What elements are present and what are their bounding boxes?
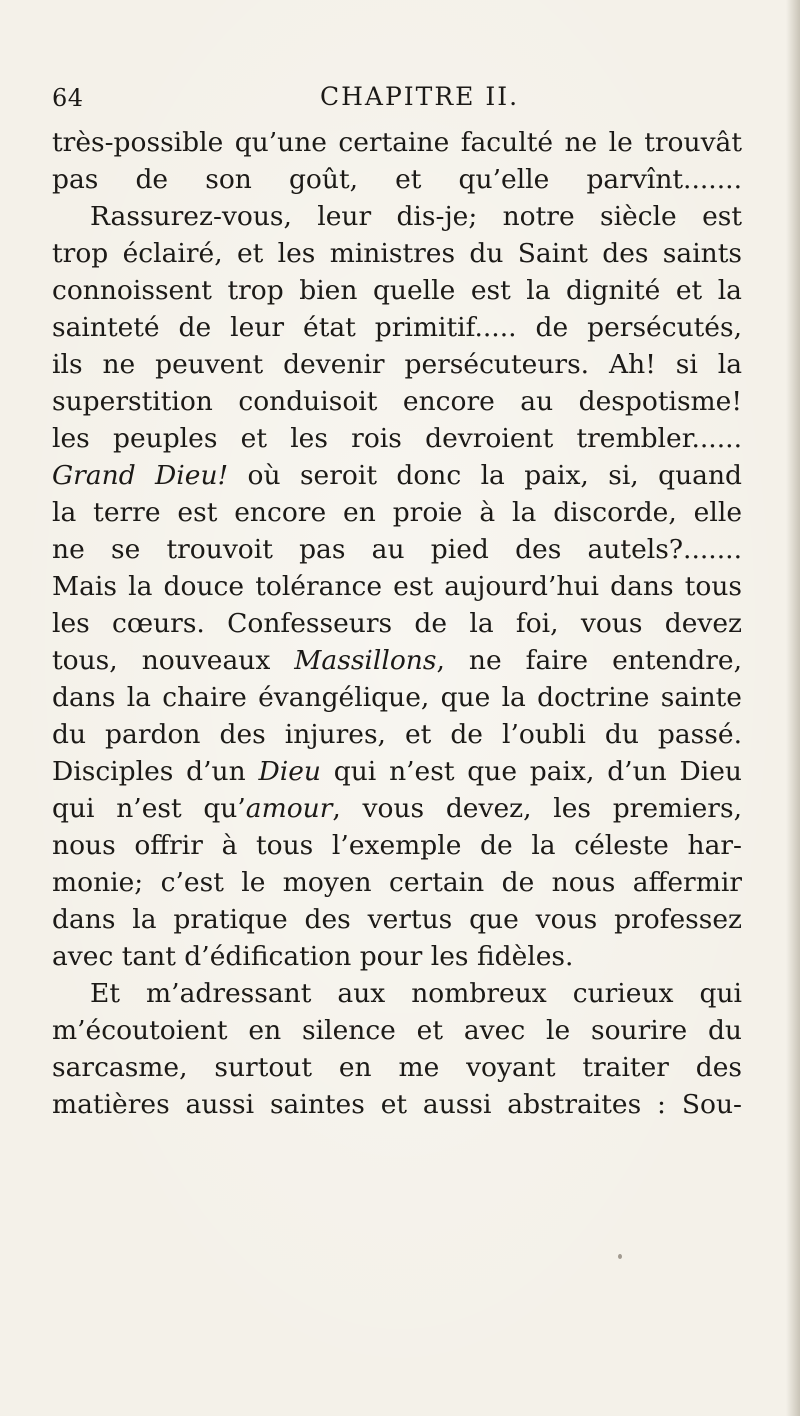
text-line: nous offrir à tous l’exemple de la céleste har-: [52, 830, 742, 861]
text-line: qui n’est qu’amour, vous devez, les premiers,: [52, 793, 742, 824]
text-line: dans la pratique des vertus que vous professez: [52, 904, 742, 935]
text-line: la terre est encore en proie à la discorde, elle: [52, 497, 742, 528]
text-line: tous, nouveaux Massillons, ne faire entendre,: [52, 645, 742, 676]
italic-phrase: Dieu: [258, 756, 321, 787]
page-edge-shadow: [786, 0, 800, 1416]
text-line: m’écoutoient en silence et avec le sourire du: [52, 1015, 742, 1046]
text-line: pas de son goût, et qu’elle parvînt.......: [52, 164, 742, 195]
text-line: très-possible qu’une certaine faculté ne le trouvât: [52, 127, 742, 158]
italic-phrase: Massillons: [294, 645, 437, 676]
text-line: Mais la douce tolérance est aujourd’hui dans tous: [52, 571, 742, 602]
text-line: sarcasme, surtout en me voyant traiter des: [52, 1052, 742, 1083]
text-line: ne se trouvoit pas au pied des autels?.......: [52, 534, 742, 565]
chapter-title: CHAPITRE II.: [320, 82, 520, 111]
running-head: [52, 78, 692, 118]
body-text: [52, 124, 742, 1123]
text-line: connoissent trop bien quelle est la dignité et la: [52, 275, 742, 306]
text-line: ils ne peuvent devenir persécuteurs. Ah! si la: [52, 349, 742, 380]
italic-phrase: Grand Dieu!: [52, 460, 229, 491]
text-line: Et m’adressant aux nombreux curieux qui: [90, 978, 742, 1009]
text-line: monie; c’est le moyen certain de nous affermir: [52, 867, 742, 898]
text-line: du pardon des injures, et de l’oubli du passé.: [52, 719, 742, 750]
text-line: sainteté de leur état primitif..... de persécutés,: [52, 312, 742, 343]
text-line: les peuples et les rois devroient trembler......: [52, 423, 742, 454]
text-line: trop éclairé, et les ministres du Saint des saints: [52, 238, 742, 269]
text-line: Disciples d’un Dieu qui n’est que paix, d’un Dieu: [52, 756, 742, 787]
text-line: avec tant d’édification pour les fidèles.: [52, 941, 574, 972]
text-line: dans la chaire évangélique, que la doctrine sainte: [52, 682, 742, 713]
text-line: matières aussi saintes et aussi abstraites : Sou-: [52, 1089, 742, 1120]
text-line: Rassurez-vous, leur dis-je; notre siècle est: [90, 201, 742, 232]
text-line: superstition conduisoit encore au despotisme!: [52, 386, 742, 417]
italic-phrase: amour: [245, 793, 333, 824]
page-number: 64: [52, 84, 84, 112]
paper-speck: [618, 1254, 622, 1259]
text-line: Grand Dieu! où seroit donc la paix, si, quand: [52, 460, 742, 491]
text-line: les cœurs. Confesseurs de la foi, vous devez: [52, 608, 742, 639]
